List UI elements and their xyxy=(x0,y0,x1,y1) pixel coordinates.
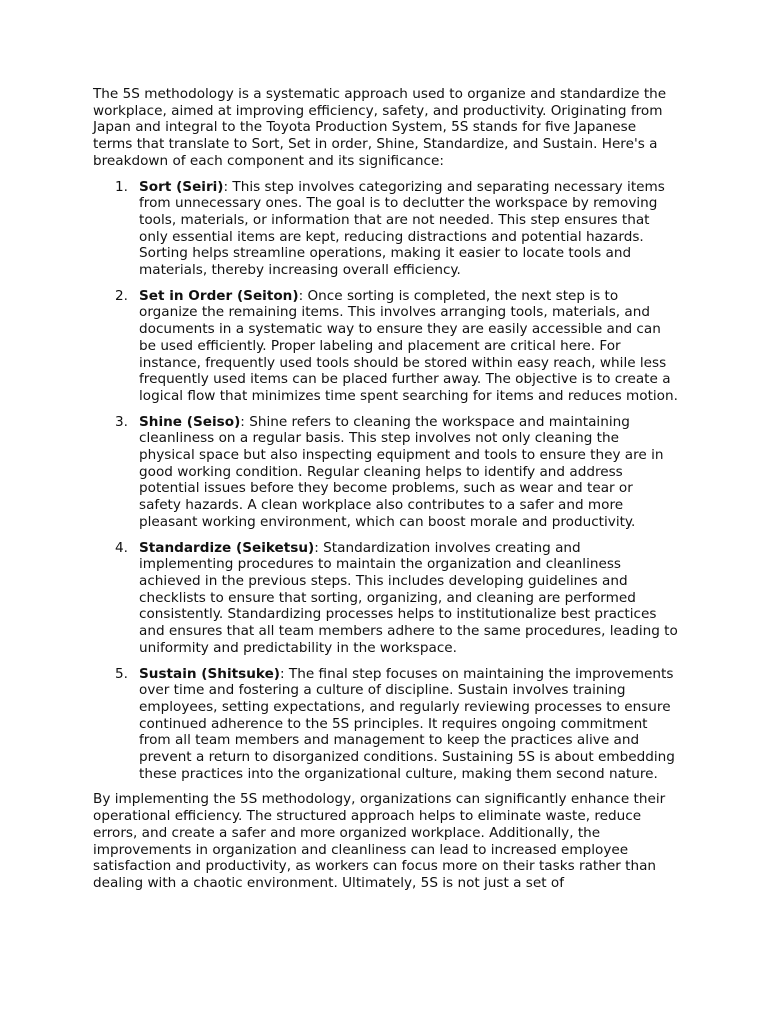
document-page xyxy=(93,86,678,892)
five-s-list xyxy=(93,179,678,783)
intro-paragraph: The 5S methodology is a systematic approach used to organize and standardize the workplace, aimed at improving efficiency, safety, and productivity. Originating from Japan and integral to the Toyota Production System, 5S stands for five Japanese terms that translate to Sort, Set in order, Shine, Standardize, and Sustain. Here's a breakdown of each component and its significance: xyxy=(93,86,667,169)
list-item-text: : Once sorting is completed, the next step is to organize the remaining items. This involves arranging tools, materials, and documents in a systematic way to ensure they are easily accessible and can be used efficiently. Proper labeling and placement are critical here. For instance, frequently used tools should be stored within easy reach, while less frequently used items can be placed further away. The objective is to create a logical flow that minimizes time spent searching for items and reduces motion. xyxy=(139,287,678,404)
list-item-number: 2. xyxy=(115,287,128,304)
list-item-term: Set in Order (Seiton) xyxy=(139,287,299,304)
list-item-text: : The final step focuses on maintaining the improvements over time and fostering a culture of discipline. Sustain involves training employees, setting expectations, and regularly reviewing processes to ensure continued adherence to the 5S principles. It requires ongoing commitment from all team members and management to keep the practices alive and prevent a return to disorganized conditions. Sustaining 5S is about embedding these practices into the organizational culture, making them second nature. xyxy=(139,665,675,782)
list-item-text: : This step involves categorizing and separating necessary items from unnecessary ones. The goal is to declutter the workspace by removing tools, materials, or information that are not needed. This step ensures that only essential items are kept, reducing distractions and potential hazards. Sorting helps streamline operations, making it easier to locate tools and materials, thereby increasing overall efficiency. xyxy=(139,178,665,279)
list-item-term: Sustain (Shitsuke) xyxy=(139,665,281,682)
list-item-term: Standardize (Seiketsu) xyxy=(139,539,315,556)
list-item xyxy=(93,666,678,783)
list-item xyxy=(93,288,678,405)
list-item-number: 5. xyxy=(115,665,128,682)
list-item-text: : Shine refers to cleaning the workspace and maintaining cleanliness on a regular basis. This step involves not only cleaning the physical space but also inspecting equipment and tools to ensure they are in good working condition. Regular cleaning helps to identify and address potential issues before they become problems, such as wear and tear or safety hazards. A clean workplace also contributes to a safer and more pleasant working environment, which can boost morale and productivity. xyxy=(139,413,664,530)
list-item xyxy=(93,179,678,279)
list-item xyxy=(93,540,678,657)
list-item-term: Shine (Seiso) xyxy=(139,413,241,430)
list-item-number: 4. xyxy=(115,539,128,556)
closing-paragraph: By implementing the 5S methodology, organizations can significantly enhance their operational efficiency. The structured approach helps to eliminate waste, reduce errors, and create a safer and more organized workplace. Additionally, the improvements in organization and cleanliness can lead to increased employee satisfaction and productivity, as workers can focus more on their tasks rather than dealing with a chaotic environment. Ultimately, 5S is not just a set of xyxy=(93,791,666,891)
list-item-term: Sort (Seiri) xyxy=(139,178,224,195)
list-item-text: : Standardization involves creating and implementing procedures to maintain the organization and cleanliness achieved in the previous steps. This includes developing guidelines and checklists to ensure that sorting, organizing, and cleaning are performed consistently. Standardizing processes helps to institutionalize best practices and ensures that all team members adhere to the same procedures, leading to uniformity and predictability in the workspace. xyxy=(139,539,678,656)
list-item-number: 1. xyxy=(115,178,128,195)
list-item xyxy=(93,414,678,531)
list-item-number: 3. xyxy=(115,413,128,430)
